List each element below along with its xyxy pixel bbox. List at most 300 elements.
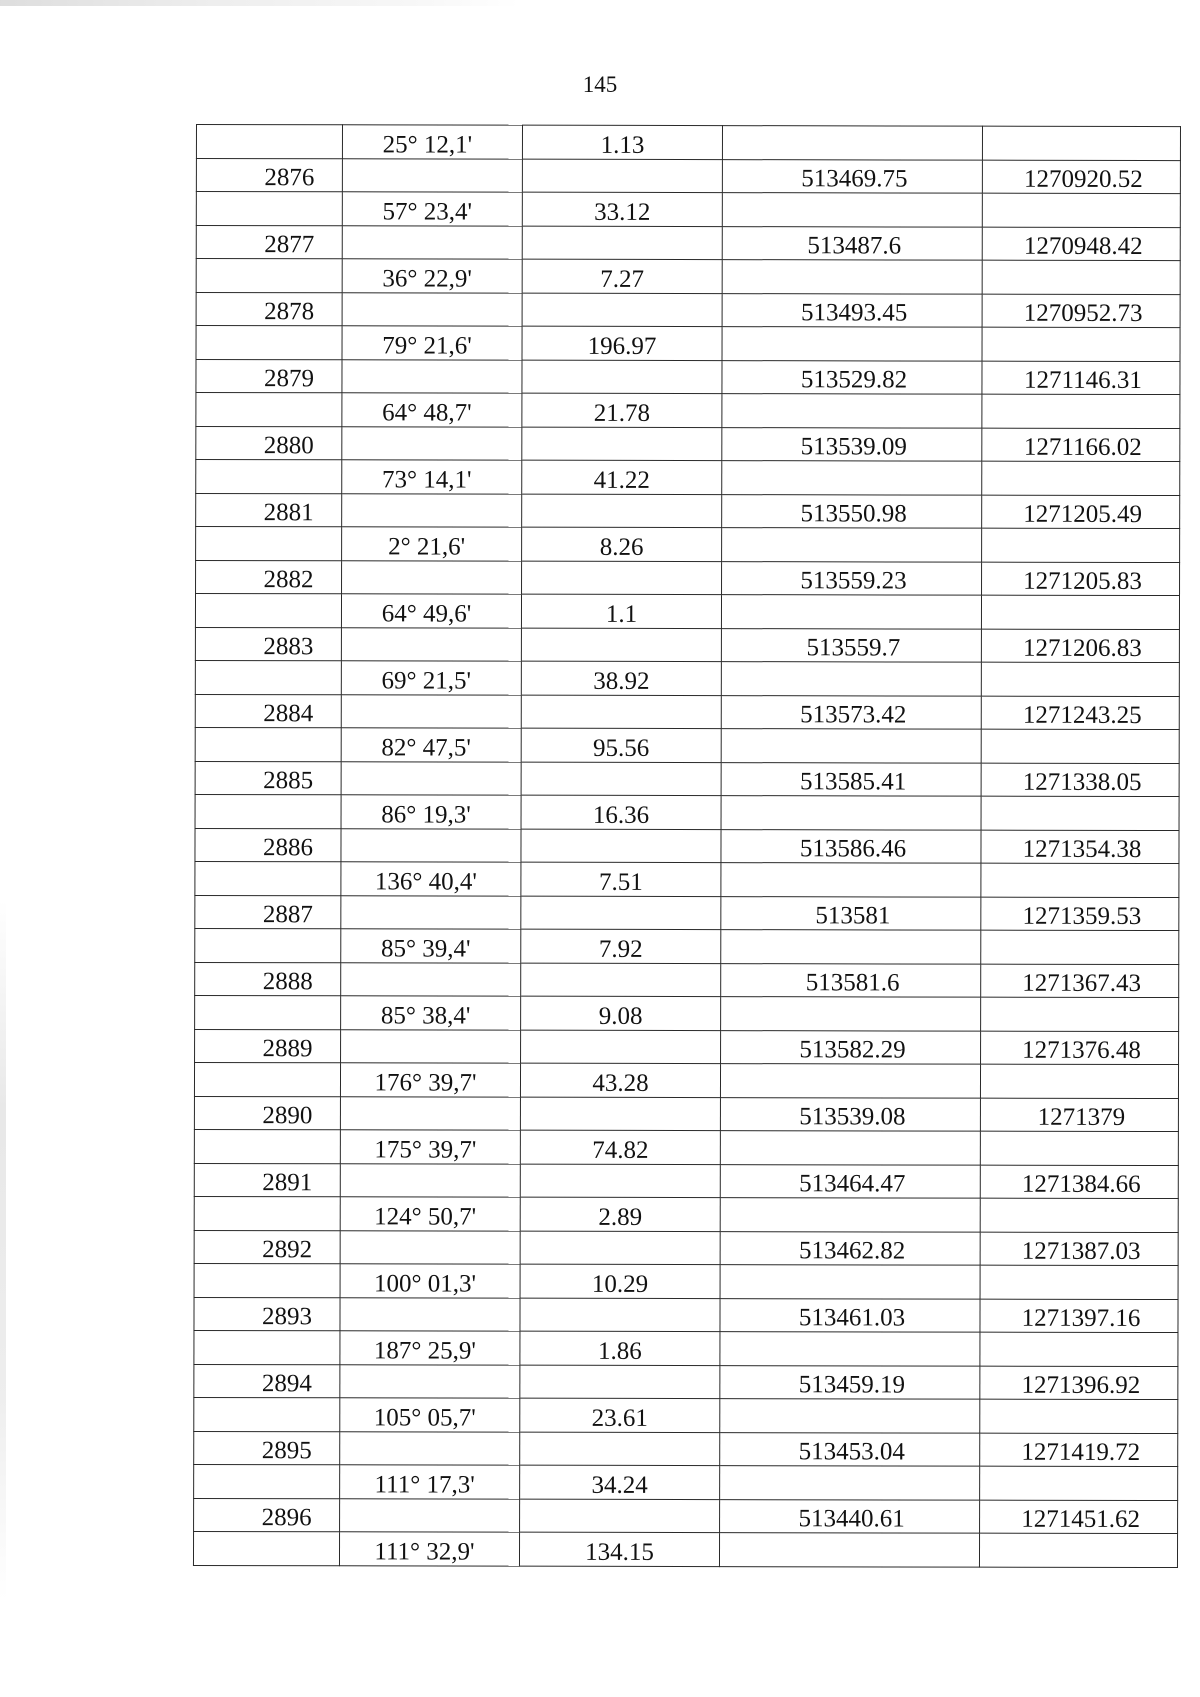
direction-angle-cell-text (427, 386, 437, 387)
y-coordinate-cell (981, 1031, 1179, 1065)
table-row (196, 393, 1180, 429)
y-coordinate-cell (980, 1064, 1178, 1098)
direction-angle-cell-text: 69° 21,5' (381, 666, 472, 695)
table-row (196, 158, 1180, 194)
y-coordinate-cell (980, 1098, 1178, 1132)
point-number-cell-text (247, 1492, 287, 1493)
direction-angle-cell-text: 124° 50,7' (374, 1202, 477, 1231)
distance-cell (522, 393, 722, 427)
table-row (196, 359, 1180, 395)
point-number-cell-text: 2890 (262, 1102, 313, 1130)
point-number-cell-text (248, 1023, 288, 1024)
point-number-cell-text (248, 755, 288, 756)
point-number-cell-text (249, 487, 289, 488)
distance-cell (521, 762, 721, 796)
y-coordinate-cell-text (1078, 689, 1082, 690)
distance-cell (522, 527, 722, 561)
x-coordinate-cell (721, 829, 981, 863)
direction-angle-cell (342, 125, 522, 159)
x-coordinate-cell-text: 513581 (815, 902, 891, 930)
table-row (195, 660, 1179, 696)
point-number-cell (195, 995, 341, 1029)
y-coordinate-cell-text (1077, 1091, 1081, 1092)
table-row (195, 962, 1179, 998)
direction-angle-cell (339, 1532, 519, 1566)
distance-cell-text: 1.1 (605, 600, 638, 628)
distance-cell (522, 326, 722, 360)
y-coordinate-cell-text: 1271397.16 (1021, 1304, 1141, 1332)
direction-angle-cell (340, 1465, 520, 1499)
x-coordinate-cell-text: 513573.42 (800, 701, 907, 729)
direction-angle-cell-text (427, 453, 437, 454)
direction-angle-cell (340, 1398, 520, 1432)
distance-cell-text: 74.82 (592, 1136, 649, 1164)
y-coordinate-cell-text: 1271354.38 (1022, 835, 1142, 863)
x-coordinate-cell (720, 1399, 980, 1433)
distance-cell (521, 963, 721, 997)
direction-angle-cell-text: 57° 23,4' (382, 197, 473, 226)
direction-angle-cell (341, 962, 521, 996)
x-coordinate-cell (721, 930, 981, 964)
distance-cell (521, 594, 721, 628)
direction-angle-cell-text: 64° 49,6' (381, 599, 472, 628)
distance-cell-text: 41.22 (593, 466, 650, 494)
x-coordinate-cell (721, 963, 981, 997)
x-coordinate-cell-text (847, 1560, 851, 1561)
x-coordinate-cell (720, 1231, 980, 1265)
x-coordinate-cell (721, 695, 981, 729)
x-coordinate-cell-text: 513459.19 (798, 1371, 906, 1399)
distance-cell (521, 661, 721, 695)
distance-cell (520, 1432, 720, 1466)
table-row (196, 460, 1180, 496)
x-coordinate-cell (721, 628, 981, 662)
y-coordinate-cell-text (1079, 421, 1083, 422)
y-coordinate-cell-text: 1271384.66 (1021, 1170, 1141, 1198)
direction-angle-cell (340, 1163, 520, 1197)
y-coordinate-cell-text (1078, 957, 1082, 958)
point-number-cell-text (249, 152, 289, 153)
y-coordinate-cell-text (1077, 1225, 1081, 1226)
direction-angle-cell (340, 1197, 520, 1231)
distance-cell-text: 9.08 (598, 1002, 643, 1030)
x-coordinate-cell-text (850, 488, 854, 489)
point-number-cell-text (247, 1090, 287, 1091)
direction-angle-cell-text: 85° 38,4' (380, 1001, 471, 1030)
direction-angle-cell (341, 694, 521, 728)
point-number-cell (194, 1129, 340, 1163)
point-number-cell (194, 1263, 340, 1297)
y-coordinate-cell-text: 1271206.83 (1023, 634, 1142, 662)
point-number-cell-text (248, 889, 288, 890)
scan-edge-left (0, 900, 6, 1600)
point-number-cell-text (248, 822, 288, 823)
distance-cell (520, 1097, 720, 1131)
point-number-cell (196, 158, 342, 192)
direction-angle-cell-text: 79° 21,6' (382, 331, 472, 360)
x-coordinate-cell (721, 796, 981, 830)
page-number: 145 (582, 72, 618, 97)
x-coordinate-cell-text (848, 1292, 852, 1293)
x-coordinate-cell-text (848, 1225, 852, 1226)
direction-angle-cell (340, 1264, 520, 1298)
y-coordinate-cell (982, 428, 1180, 462)
point-number-cell (195, 1029, 341, 1063)
x-coordinate-cell (722, 226, 982, 260)
distance-cell (522, 125, 722, 159)
y-coordinate-cell-text: 1271359.53 (1022, 902, 1142, 930)
y-coordinate-cell-text: 1271451.62 (1021, 1505, 1140, 1533)
coordinates-table (193, 124, 1181, 1568)
point-number-cell-text (249, 554, 289, 555)
y-coordinate-cell-text: 1271379 (1037, 1103, 1126, 1131)
y-coordinate-cell-text: 1270920.52 (1023, 165, 1143, 193)
direction-angle-cell (342, 527, 522, 561)
table-row (196, 326, 1180, 362)
table-row (195, 928, 1179, 964)
y-coordinate-cell-text: 1270952.73 (1023, 299, 1143, 327)
x-coordinate-cell (722, 327, 982, 361)
x-coordinate-cell (721, 729, 981, 763)
direction-angle-cell-text: 25° 12,1' (382, 130, 473, 159)
x-coordinate-cell (722, 159, 982, 193)
direction-angle-cell-text: 136° 40,4' (374, 867, 477, 896)
point-number-cell (195, 660, 341, 694)
y-coordinate-cell-text (1079, 488, 1083, 489)
x-coordinate-cell (721, 896, 981, 930)
table-row (194, 1230, 1178, 1266)
direction-angle-cell-text: 85° 39,4' (380, 934, 471, 963)
point-number-cell (194, 1196, 340, 1230)
direction-angle-cell-text (427, 587, 437, 588)
point-number-cell-text (248, 621, 288, 622)
point-number-cell-text: 2889 (262, 1035, 313, 1063)
x-coordinate-cell-text (849, 622, 853, 623)
y-coordinate-cell (982, 260, 1180, 294)
point-number-cell (196, 125, 342, 159)
point-number-cell (196, 393, 342, 427)
point-number-cell-text: 2885 (263, 767, 314, 795)
x-coordinate-cell (722, 494, 982, 528)
distance-cell (520, 1164, 720, 1198)
point-number-cell-text: 2895 (261, 1437, 312, 1465)
distance-cell (520, 1298, 720, 1332)
y-coordinate-cell-text (1079, 555, 1083, 556)
direction-angle-cell-text (426, 922, 436, 923)
table-row (193, 1531, 1177, 1567)
y-coordinate-cell-text (1077, 1493, 1081, 1494)
table-row (195, 594, 1179, 630)
direction-angle-cell-text (425, 1324, 435, 1325)
y-coordinate-cell-text (1077, 1292, 1081, 1293)
table-row (194, 1196, 1178, 1232)
point-number-cell (195, 627, 341, 661)
distance-cell (522, 293, 722, 327)
point-number-cell-text: 2881 (263, 499, 314, 527)
table-row (195, 1029, 1179, 1065)
x-coordinate-cell (721, 595, 981, 629)
x-coordinate-cell (720, 1097, 980, 1131)
direction-angle-cell-text (426, 1056, 436, 1057)
x-coordinate-cell (721, 997, 981, 1031)
point-number-cell (196, 292, 342, 326)
point-number-cell-text (248, 688, 288, 689)
distance-cell (520, 1465, 720, 1499)
point-number-cell-text: 2887 (262, 901, 313, 929)
direction-angle-cell-text: 175° 39,7' (374, 1135, 477, 1164)
distance-cell (522, 226, 722, 260)
y-coordinate-cell (981, 662, 1179, 696)
y-coordinate-cell-text (1077, 1359, 1081, 1360)
direction-angle-cell (342, 359, 522, 393)
point-number-cell-text: 2893 (261, 1303, 313, 1331)
point-number-cell (194, 1364, 340, 1398)
point-number-cell (194, 1464, 340, 1498)
x-coordinate-cell-text: 513586.46 (799, 835, 907, 863)
direction-angle-cell-text (426, 721, 436, 722)
direction-angle-cell-text (425, 1391, 435, 1392)
y-coordinate-cell-text: 1271146.31 (1024, 366, 1142, 394)
x-coordinate-cell-text (850, 287, 854, 288)
distance-cell (520, 1130, 720, 1164)
distance-cell (522, 460, 722, 494)
point-number-cell (194, 1397, 340, 1431)
distance-cell-text: 38.92 (593, 667, 650, 695)
point-number-cell (196, 326, 342, 360)
distance-cell (519, 1532, 719, 1566)
table-row (196, 426, 1180, 462)
point-number-cell-text: 2878 (264, 298, 315, 326)
distance-cell (520, 1231, 720, 1265)
direction-angle-cell (340, 1297, 520, 1331)
direction-angle-cell-text (426, 989, 436, 990)
y-coordinate-cell-text (1079, 287, 1083, 288)
x-coordinate-cell-text (850, 555, 854, 556)
x-coordinate-cell-text (850, 421, 854, 422)
y-coordinate-cell-text: 1270948.42 (1023, 232, 1143, 260)
distance-cell (520, 1499, 720, 1533)
table-row (194, 1330, 1178, 1366)
y-coordinate-cell (980, 1366, 1178, 1400)
point-number-cell (195, 962, 341, 996)
table-row (194, 1364, 1178, 1400)
y-coordinate-cell-text: 1271205.49 (1023, 500, 1143, 528)
y-coordinate-cell (980, 1466, 1178, 1500)
y-coordinate-cell (980, 1500, 1178, 1534)
x-coordinate-cell (720, 1131, 980, 1165)
y-coordinate-cell (982, 528, 1180, 562)
x-coordinate-cell-text: 513493.45 (800, 299, 908, 327)
y-coordinate-cell (980, 1399, 1178, 1433)
point-number-cell-text: 2883 (263, 633, 314, 661)
point-number-cell-text: 2896 (261, 1504, 312, 1532)
x-coordinate-cell (720, 1198, 980, 1232)
point-number-cell (194, 1163, 340, 1197)
direction-angle-cell-text: 36° 22,9' (382, 264, 472, 293)
x-coordinate-cell (720, 1298, 980, 1332)
distance-cell (522, 192, 722, 226)
y-coordinate-cell-text (1077, 1158, 1081, 1159)
table-row (195, 995, 1179, 1031)
x-coordinate-cell (720, 1365, 980, 1399)
y-coordinate-cell (980, 1131, 1178, 1165)
x-coordinate-cell-text (848, 1091, 852, 1092)
table-row (194, 1062, 1178, 1098)
y-coordinate-cell-text (1079, 354, 1083, 355)
point-number-cell (196, 527, 342, 561)
x-coordinate-cell-text: 513582.29 (799, 1036, 906, 1064)
table-row (194, 1498, 1178, 1534)
y-coordinate-cell (980, 1232, 1178, 1266)
point-number-cell-text: 2886 (262, 834, 314, 862)
table-row (196, 225, 1180, 261)
y-coordinate-cell (980, 1265, 1178, 1299)
x-coordinate-cell (722, 561, 982, 595)
y-coordinate-cell-text: 1271367.43 (1022, 969, 1142, 997)
direction-angle-cell (341, 1029, 521, 1063)
distance-cell (520, 1197, 720, 1231)
y-coordinate-cell-text (1078, 622, 1082, 623)
distance-cell (520, 1398, 720, 1432)
y-coordinate-cell (982, 461, 1180, 495)
table-row (196, 560, 1180, 596)
distance-cell (522, 561, 722, 595)
y-coordinate-cell-text (1078, 890, 1082, 891)
x-coordinate-cell-text (849, 890, 853, 891)
point-number-cell (195, 727, 341, 761)
distance-cell (521, 929, 721, 963)
y-coordinate-cell (982, 294, 1180, 328)
distance-cell (521, 829, 721, 863)
y-coordinate-cell-text: 1271419.72 (1021, 1438, 1141, 1466)
point-number-cell (195, 828, 341, 862)
x-coordinate-cell (720, 1064, 980, 1098)
point-number-cell-text: 2882 (263, 566, 314, 594)
point-number-cell-text (247, 1291, 287, 1292)
x-coordinate-cell-text (848, 1426, 852, 1427)
point-number-cell (196, 259, 342, 293)
distance-cell-text: 7.27 (600, 265, 645, 293)
distance-cell-text: 7.92 (598, 935, 643, 963)
table-row (196, 493, 1180, 529)
direction-angle-cell (341, 661, 521, 695)
table-row (196, 192, 1180, 228)
distance-cell-text: 10.29 (591, 1270, 649, 1298)
y-coordinate-cell (981, 897, 1179, 931)
distance-cell (522, 427, 722, 461)
y-coordinate-cell-text: 1271387.03 (1021, 1237, 1141, 1265)
point-number-cell-text: 2879 (263, 365, 314, 393)
direction-angle-cell (341, 761, 521, 795)
y-coordinate-cell-text: 1271205.83 (1023, 567, 1142, 595)
point-number-cell-text: 2876 (264, 164, 315, 192)
table-row (195, 828, 1179, 864)
direction-angle-cell-text: 111° 32,9' (374, 1537, 475, 1566)
table-row (194, 1263, 1178, 1299)
point-number-cell (196, 192, 342, 226)
x-coordinate-cell (722, 528, 982, 562)
distance-cell-text: 7.51 (599, 868, 643, 896)
distance-cell (521, 795, 721, 829)
direction-angle-cell-text: 64° 48,7' (382, 398, 472, 427)
point-number-cell-text (249, 219, 289, 220)
x-coordinate-cell-text (849, 1024, 853, 1025)
direction-angle-cell (341, 929, 521, 963)
x-coordinate-cell-text (850, 220, 854, 221)
table-row (195, 895, 1179, 931)
x-coordinate-cell-text (849, 957, 853, 958)
point-number-cell-text (247, 1157, 287, 1158)
y-coordinate-cell (981, 863, 1179, 897)
table-row (195, 861, 1179, 897)
y-coordinate-cell (981, 763, 1179, 797)
y-coordinate-cell (981, 729, 1179, 763)
x-coordinate-cell-text (848, 1359, 852, 1360)
y-coordinate-cell (982, 193, 1180, 227)
direction-angle-cell (342, 493, 522, 527)
x-coordinate-cell (722, 126, 982, 160)
x-coordinate-cell (720, 1466, 980, 1500)
x-coordinate-cell (722, 427, 982, 461)
x-coordinate-cell-text: 513453.04 (798, 1438, 905, 1466)
point-number-cell (194, 1431, 340, 1465)
direction-angle-cell-text: 111° 17,3' (374, 1470, 475, 1499)
direction-angle-cell (340, 1130, 520, 1164)
point-number-cell-text: 2888 (262, 968, 313, 996)
point-number-cell (195, 761, 341, 795)
distance-cell-text: 33.12 (594, 198, 651, 226)
x-coordinate-cell-text: 513469.75 (801, 165, 908, 193)
point-number-cell-text (246, 1559, 286, 1560)
direction-angle-cell (341, 996, 521, 1030)
x-coordinate-cell (720, 1265, 980, 1299)
x-coordinate-cell-text (849, 756, 853, 757)
x-coordinate-cell (719, 1533, 979, 1567)
x-coordinate-cell (720, 1499, 980, 1533)
direction-angle-cell-text (427, 520, 437, 521)
table-row (194, 1129, 1178, 1165)
point-number-cell (194, 1096, 340, 1130)
distance-cell-text: 2.89 (598, 1203, 643, 1231)
distance-cell-text: 34.24 (591, 1471, 648, 1499)
y-coordinate-cell (982, 327, 1180, 361)
distance-cell-text: 23.61 (591, 1404, 648, 1432)
direction-angle-cell (341, 895, 521, 929)
point-number-cell (194, 1297, 340, 1331)
direction-angle-cell (342, 259, 522, 293)
y-coordinate-cell (982, 126, 1180, 160)
table-row (196, 259, 1180, 295)
direction-angle-cell-text (425, 1257, 435, 1258)
direction-angle-cell-text (426, 654, 436, 655)
direction-angle-cell-text (425, 1525, 435, 1526)
y-coordinate-cell (981, 696, 1179, 730)
point-number-cell-text: 2892 (262, 1236, 313, 1264)
x-coordinate-cell-text: 513464.47 (799, 1170, 906, 1198)
y-coordinate-cell-text: 1271396.92 (1021, 1371, 1141, 1399)
x-coordinate-cell-text: 513585.41 (799, 768, 907, 796)
point-number-cell (193, 1531, 339, 1565)
y-coordinate-cell (981, 997, 1179, 1031)
distance-cell (522, 259, 722, 293)
point-number-cell (196, 225, 342, 259)
x-coordinate-cell-text: 513487.6 (807, 232, 902, 260)
direction-angle-cell-text: 73° 14,1' (381, 465, 472, 494)
distance-cell-text: 1.86 (598, 1337, 642, 1365)
point-number-cell-text: 2884 (263, 700, 314, 728)
table-row (195, 761, 1179, 797)
direction-angle-cell (341, 828, 521, 862)
